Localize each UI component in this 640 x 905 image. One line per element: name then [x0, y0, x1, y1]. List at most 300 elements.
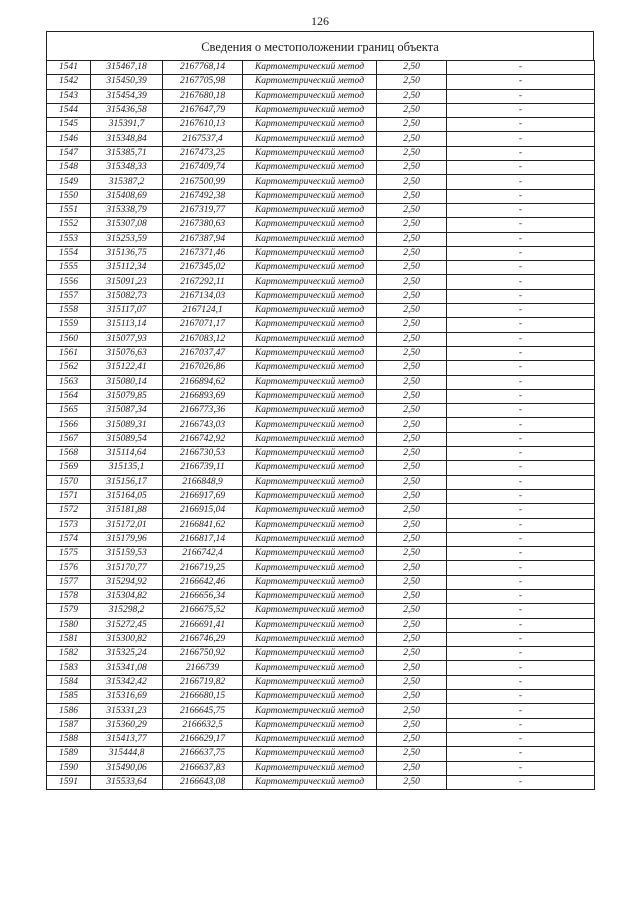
x-coordinate-cell: 315112,34	[91, 261, 163, 275]
y-coordinate-cell: 2166742,92	[163, 432, 243, 446]
point-number-cell: 1576	[47, 561, 91, 575]
method-cell: Картометрический метод	[243, 289, 377, 303]
method-cell: Картометрический метод	[243, 261, 377, 275]
table-row	[47, 690, 595, 704]
y-coordinate-cell: 2166675,52	[163, 604, 243, 618]
x-coordinate-cell: 315307,08	[91, 218, 163, 232]
point-number-cell: 1589	[47, 747, 91, 761]
table-row	[47, 161, 595, 175]
description-cell: -	[447, 275, 595, 289]
table-row	[47, 718, 595, 732]
accuracy-cell: 2,50	[377, 232, 447, 246]
table-row	[47, 575, 595, 589]
method-cell: Картометрический метод	[243, 761, 377, 775]
method-cell: Картометрический метод	[243, 75, 377, 89]
point-number-cell: 1565	[47, 404, 91, 418]
description-cell: -	[447, 89, 595, 103]
point-number-cell: 1572	[47, 504, 91, 518]
accuracy-cell: 2,50	[377, 189, 447, 203]
y-coordinate-cell: 2166893,69	[163, 389, 243, 403]
y-coordinate-cell: 2167387,94	[163, 232, 243, 246]
method-cell: Картометрический метод	[243, 118, 377, 132]
accuracy-cell: 2,50	[377, 547, 447, 561]
table-row	[47, 275, 595, 289]
method-cell: Картометрический метод	[243, 275, 377, 289]
x-coordinate-cell: 315385,71	[91, 146, 163, 160]
description-cell: -	[447, 632, 595, 646]
description-cell: -	[447, 675, 595, 689]
accuracy-cell: 2,50	[377, 246, 447, 260]
description-cell: -	[447, 589, 595, 603]
boundary-table-sheet	[46, 31, 594, 790]
point-number-cell: 1575	[47, 547, 91, 561]
y-coordinate-cell: 2167071,17	[163, 318, 243, 332]
description-cell: -	[447, 232, 595, 246]
accuracy-cell: 2,50	[377, 647, 447, 661]
table-row	[47, 232, 595, 246]
accuracy-cell: 2,50	[377, 575, 447, 589]
point-number-cell: 1547	[47, 146, 91, 160]
y-coordinate-cell: 2166656,34	[163, 589, 243, 603]
description-cell: -	[447, 203, 595, 217]
table-row	[47, 461, 595, 475]
x-coordinate-cell: 315348,84	[91, 132, 163, 146]
accuracy-cell: 2,50	[377, 103, 447, 117]
method-cell: Картометрический метод	[243, 246, 377, 260]
table-row	[47, 203, 595, 217]
x-coordinate-cell: 315114,64	[91, 447, 163, 461]
description-cell: -	[447, 389, 595, 403]
x-coordinate-cell: 315079,85	[91, 389, 163, 403]
point-number-cell: 1586	[47, 704, 91, 718]
description-cell: -	[447, 747, 595, 761]
point-number-cell: 1567	[47, 432, 91, 446]
method-cell: Картометрический метод	[243, 146, 377, 160]
y-coordinate-cell: 2166637,83	[163, 761, 243, 775]
method-cell: Картометрический метод	[243, 132, 377, 146]
accuracy-cell: 2,50	[377, 261, 447, 275]
y-coordinate-cell: 2166643,08	[163, 775, 243, 789]
x-coordinate-cell: 315436,58	[91, 103, 163, 117]
x-coordinate-cell: 315413,77	[91, 732, 163, 746]
table-row	[47, 332, 595, 346]
accuracy-cell: 2,50	[377, 175, 447, 189]
method-cell: Картометрический метод	[243, 747, 377, 761]
y-coordinate-cell: 2167134,03	[163, 289, 243, 303]
description-cell: -	[447, 132, 595, 146]
point-number-cell: 1587	[47, 718, 91, 732]
y-coordinate-cell: 2166894,62	[163, 375, 243, 389]
point-number-cell: 1571	[47, 489, 91, 503]
point-number-cell: 1561	[47, 346, 91, 360]
point-number-cell: 1541	[47, 61, 91, 75]
point-number-cell: 1557	[47, 289, 91, 303]
description-cell: -	[447, 604, 595, 618]
point-number-cell: 1577	[47, 575, 91, 589]
method-cell: Картометрический метод	[243, 418, 377, 432]
x-coordinate-cell: 315490,06	[91, 761, 163, 775]
table-row	[47, 361, 595, 375]
description-cell: -	[447, 532, 595, 546]
x-coordinate-cell: 315533,64	[91, 775, 163, 789]
point-number-cell: 1563	[47, 375, 91, 389]
accuracy-cell: 2,50	[377, 389, 447, 403]
description-cell: -	[447, 118, 595, 132]
method-cell: Картометрический метод	[243, 375, 377, 389]
y-coordinate-cell: 2167768,14	[163, 61, 243, 75]
point-number-cell: 1569	[47, 461, 91, 475]
y-coordinate-cell: 2166739	[163, 661, 243, 675]
method-cell: Картометрический метод	[243, 661, 377, 675]
method-cell: Картометрический метод	[243, 447, 377, 461]
x-coordinate-cell: 315089,54	[91, 432, 163, 446]
description-cell: -	[447, 103, 595, 117]
method-cell: Картометрический метод	[243, 489, 377, 503]
method-cell: Картометрический метод	[243, 389, 377, 403]
accuracy-cell: 2,50	[377, 418, 447, 432]
x-coordinate-cell: 315113,14	[91, 318, 163, 332]
method-cell: Картометрический метод	[243, 346, 377, 360]
y-coordinate-cell: 2166629,17	[163, 732, 243, 746]
table-row	[47, 675, 595, 689]
x-coordinate-cell: 315082,73	[91, 289, 163, 303]
x-coordinate-cell: 315341,08	[91, 661, 163, 675]
description-cell: -	[447, 146, 595, 160]
y-coordinate-cell: 2166691,41	[163, 618, 243, 632]
method-cell: Картометрический метод	[243, 361, 377, 375]
description-cell: -	[447, 289, 595, 303]
point-number-cell: 1583	[47, 661, 91, 675]
accuracy-cell: 2,50	[377, 675, 447, 689]
point-number-cell: 1556	[47, 275, 91, 289]
point-number-cell: 1544	[47, 103, 91, 117]
table-row	[47, 618, 595, 632]
table-row	[47, 589, 595, 603]
accuracy-cell: 2,50	[377, 561, 447, 575]
accuracy-cell: 2,50	[377, 661, 447, 675]
table-row	[47, 489, 595, 503]
description-cell: -	[447, 475, 595, 489]
accuracy-cell: 2,50	[377, 89, 447, 103]
x-coordinate-cell: 315087,34	[91, 404, 163, 418]
method-cell: Картометрический метод	[243, 775, 377, 789]
description-cell: -	[447, 690, 595, 704]
x-coordinate-cell: 315122,41	[91, 361, 163, 375]
description-cell: -	[447, 775, 595, 789]
x-coordinate-cell: 315325,24	[91, 647, 163, 661]
y-coordinate-cell: 2166743,03	[163, 418, 243, 432]
description-cell: -	[447, 332, 595, 346]
y-coordinate-cell: 2166730,53	[163, 447, 243, 461]
point-number-cell: 1562	[47, 361, 91, 375]
x-coordinate-cell: 315135,1	[91, 461, 163, 475]
x-coordinate-cell: 315304,82	[91, 589, 163, 603]
accuracy-cell: 2,50	[377, 375, 447, 389]
accuracy-cell: 2,50	[377, 61, 447, 75]
description-cell: -	[447, 189, 595, 203]
x-coordinate-cell: 315091,23	[91, 275, 163, 289]
accuracy-cell: 2,50	[377, 161, 447, 175]
x-coordinate-cell: 315391,7	[91, 118, 163, 132]
point-number-cell: 1585	[47, 690, 91, 704]
accuracy-cell: 2,50	[377, 203, 447, 217]
description-cell: -	[447, 404, 595, 418]
x-coordinate-cell: 315408,69	[91, 189, 163, 203]
accuracy-cell: 2,50	[377, 404, 447, 418]
accuracy-cell: 2,50	[377, 589, 447, 603]
description-cell: -	[447, 218, 595, 232]
method-cell: Картометрический метод	[243, 404, 377, 418]
y-coordinate-cell: 2167473,25	[163, 146, 243, 160]
y-coordinate-cell: 2167345,02	[163, 261, 243, 275]
y-coordinate-cell: 2166848,9	[163, 475, 243, 489]
point-number-cell: 1578	[47, 589, 91, 603]
method-cell: Картометрический метод	[243, 475, 377, 489]
point-number-cell: 1574	[47, 532, 91, 546]
point-number-cell: 1566	[47, 418, 91, 432]
y-coordinate-cell: 2166915,04	[163, 504, 243, 518]
method-cell: Картометрический метод	[243, 604, 377, 618]
description-cell: -	[447, 75, 595, 89]
point-number-cell: 1559	[47, 318, 91, 332]
y-coordinate-cell: 2166632,5	[163, 718, 243, 732]
point-number-cell: 1588	[47, 732, 91, 746]
x-coordinate-cell: 315164,05	[91, 489, 163, 503]
description-cell: -	[447, 304, 595, 318]
x-coordinate-cell: 315136,75	[91, 246, 163, 260]
description-cell: -	[447, 647, 595, 661]
table-row	[47, 518, 595, 532]
table-row	[47, 118, 595, 132]
accuracy-cell: 2,50	[377, 432, 447, 446]
point-number-cell: 1590	[47, 761, 91, 775]
accuracy-cell: 2,50	[377, 275, 447, 289]
table-row	[47, 375, 595, 389]
accuracy-cell: 2,50	[377, 447, 447, 461]
point-number-cell: 1554	[47, 246, 91, 260]
accuracy-cell: 2,50	[377, 361, 447, 375]
method-cell: Картометрический метод	[243, 518, 377, 532]
y-coordinate-cell: 2166642,46	[163, 575, 243, 589]
x-coordinate-cell: 315454,39	[91, 89, 163, 103]
x-coordinate-cell: 315342,42	[91, 675, 163, 689]
y-coordinate-cell: 2166817,14	[163, 532, 243, 546]
accuracy-cell: 2,50	[377, 332, 447, 346]
y-coordinate-cell: 2166746,29	[163, 632, 243, 646]
table-row	[47, 532, 595, 546]
method-cell: Картометрический метод	[243, 332, 377, 346]
y-coordinate-cell: 2167124,1	[163, 304, 243, 318]
table-row	[47, 318, 595, 332]
method-cell: Картометрический метод	[243, 704, 377, 718]
point-number-cell: 1564	[47, 389, 91, 403]
method-cell: Картометрический метод	[243, 732, 377, 746]
description-cell: -	[447, 547, 595, 561]
x-coordinate-cell: 315076,63	[91, 346, 163, 360]
table-row	[47, 261, 595, 275]
x-coordinate-cell: 315387,2	[91, 175, 163, 189]
point-number-cell: 1558	[47, 304, 91, 318]
table-row	[47, 732, 595, 746]
x-coordinate-cell: 315331,23	[91, 704, 163, 718]
method-cell: Картометрический метод	[243, 561, 377, 575]
x-coordinate-cell: 315170,77	[91, 561, 163, 575]
table-row	[47, 504, 595, 518]
description-cell: -	[447, 375, 595, 389]
description-cell: -	[447, 661, 595, 675]
method-cell: Картометрический метод	[243, 203, 377, 217]
table-row	[47, 604, 595, 618]
point-number-cell: 1543	[47, 89, 91, 103]
accuracy-cell: 2,50	[377, 218, 447, 232]
coordinates-table	[46, 60, 595, 790]
accuracy-cell: 2,50	[377, 632, 447, 646]
y-coordinate-cell: 2167319,77	[163, 203, 243, 217]
x-coordinate-cell: 315181,88	[91, 504, 163, 518]
table-row	[47, 775, 595, 789]
description-cell: -	[447, 575, 595, 589]
method-cell: Картометрический метод	[243, 547, 377, 561]
table-row	[47, 447, 595, 461]
point-number-cell: 1546	[47, 132, 91, 146]
table-row	[47, 747, 595, 761]
x-coordinate-cell: 315294,92	[91, 575, 163, 589]
point-number-cell: 1584	[47, 675, 91, 689]
y-coordinate-cell: 2167492,38	[163, 189, 243, 203]
description-cell: -	[447, 447, 595, 461]
table-body	[47, 61, 595, 790]
table-row	[47, 704, 595, 718]
method-cell: Картометрический метод	[243, 675, 377, 689]
point-number-cell: 1573	[47, 518, 91, 532]
accuracy-cell: 2,50	[377, 318, 447, 332]
method-cell: Картометрический метод	[243, 89, 377, 103]
x-coordinate-cell: 315272,45	[91, 618, 163, 632]
method-cell: Картометрический метод	[243, 461, 377, 475]
table-row	[47, 661, 595, 675]
description-cell: -	[447, 418, 595, 432]
point-number-cell: 1542	[47, 75, 91, 89]
accuracy-cell: 2,50	[377, 132, 447, 146]
accuracy-cell: 2,50	[377, 475, 447, 489]
accuracy-cell: 2,50	[377, 146, 447, 160]
y-coordinate-cell: 2166645,75	[163, 704, 243, 718]
table-row	[47, 89, 595, 103]
point-number-cell: 1560	[47, 332, 91, 346]
x-coordinate-cell: 315179,96	[91, 532, 163, 546]
description-cell: -	[447, 704, 595, 718]
description-cell: -	[447, 561, 595, 575]
description-cell: -	[447, 161, 595, 175]
table-row	[47, 189, 595, 203]
point-number-cell: 1549	[47, 175, 91, 189]
table-row	[47, 547, 595, 561]
description-cell: -	[447, 518, 595, 532]
method-cell: Картометрический метод	[243, 61, 377, 75]
table-row	[47, 389, 595, 403]
description-cell: -	[447, 732, 595, 746]
y-coordinate-cell: 2166917,69	[163, 489, 243, 503]
description-cell: -	[447, 175, 595, 189]
table-row	[47, 175, 595, 189]
description-cell: -	[447, 718, 595, 732]
accuracy-cell: 2,50	[377, 304, 447, 318]
accuracy-cell: 2,50	[377, 618, 447, 632]
table-row	[47, 218, 595, 232]
y-coordinate-cell: 2167500,99	[163, 175, 243, 189]
x-coordinate-cell: 315156,17	[91, 475, 163, 489]
x-coordinate-cell: 315117,07	[91, 304, 163, 318]
table-title: Сведения о местоположении границ объекта	[46, 31, 594, 60]
description-cell: -	[447, 246, 595, 260]
x-coordinate-cell: 315077,93	[91, 332, 163, 346]
method-cell: Картометрический метод	[243, 175, 377, 189]
description-cell: -	[447, 346, 595, 360]
accuracy-cell: 2,50	[377, 747, 447, 761]
accuracy-cell: 2,50	[377, 532, 447, 546]
y-coordinate-cell: 2167026,86	[163, 361, 243, 375]
y-coordinate-cell: 2167705,98	[163, 75, 243, 89]
description-cell: -	[447, 318, 595, 332]
point-number-cell: 1555	[47, 261, 91, 275]
method-cell: Картометрический метод	[243, 589, 377, 603]
point-number-cell: 1553	[47, 232, 91, 246]
description-cell: -	[447, 618, 595, 632]
method-cell: Картометрический метод	[243, 232, 377, 246]
accuracy-cell: 2,50	[377, 704, 447, 718]
accuracy-cell: 2,50	[377, 604, 447, 618]
table-row	[47, 761, 595, 775]
point-number-cell: 1570	[47, 475, 91, 489]
y-coordinate-cell: 2167647,79	[163, 103, 243, 117]
table-row	[47, 632, 595, 646]
point-number-cell: 1591	[47, 775, 91, 789]
table-row	[47, 418, 595, 432]
description-cell: -	[447, 432, 595, 446]
point-number-cell: 1582	[47, 647, 91, 661]
method-cell: Картометрический метод	[243, 575, 377, 589]
point-number-cell: 1579	[47, 604, 91, 618]
point-number-cell: 1545	[47, 118, 91, 132]
accuracy-cell: 2,50	[377, 461, 447, 475]
description-cell: -	[447, 761, 595, 775]
point-number-cell: 1581	[47, 632, 91, 646]
method-cell: Картометрический метод	[243, 632, 377, 646]
y-coordinate-cell: 2166719,82	[163, 675, 243, 689]
x-coordinate-cell: 315159,53	[91, 547, 163, 561]
description-cell: -	[447, 504, 595, 518]
y-coordinate-cell: 2167610,13	[163, 118, 243, 132]
method-cell: Картометрический метод	[243, 304, 377, 318]
y-coordinate-cell: 2167083,12	[163, 332, 243, 346]
table-row	[47, 75, 595, 89]
x-coordinate-cell: 315316,69	[91, 690, 163, 704]
x-coordinate-cell: 315444,8	[91, 747, 163, 761]
table-row	[47, 61, 595, 75]
page-number: 126	[311, 14, 329, 28]
table-row	[47, 289, 595, 303]
x-coordinate-cell: 315080,14	[91, 375, 163, 389]
point-number-cell: 1550	[47, 189, 91, 203]
table-row	[47, 647, 595, 661]
method-cell: Картометрический метод	[243, 318, 377, 332]
method-cell: Картометрический метод	[243, 103, 377, 117]
table-row	[47, 404, 595, 418]
description-cell: -	[447, 361, 595, 375]
accuracy-cell: 2,50	[377, 289, 447, 303]
accuracy-cell: 2,50	[377, 718, 447, 732]
accuracy-cell: 2,50	[377, 346, 447, 360]
